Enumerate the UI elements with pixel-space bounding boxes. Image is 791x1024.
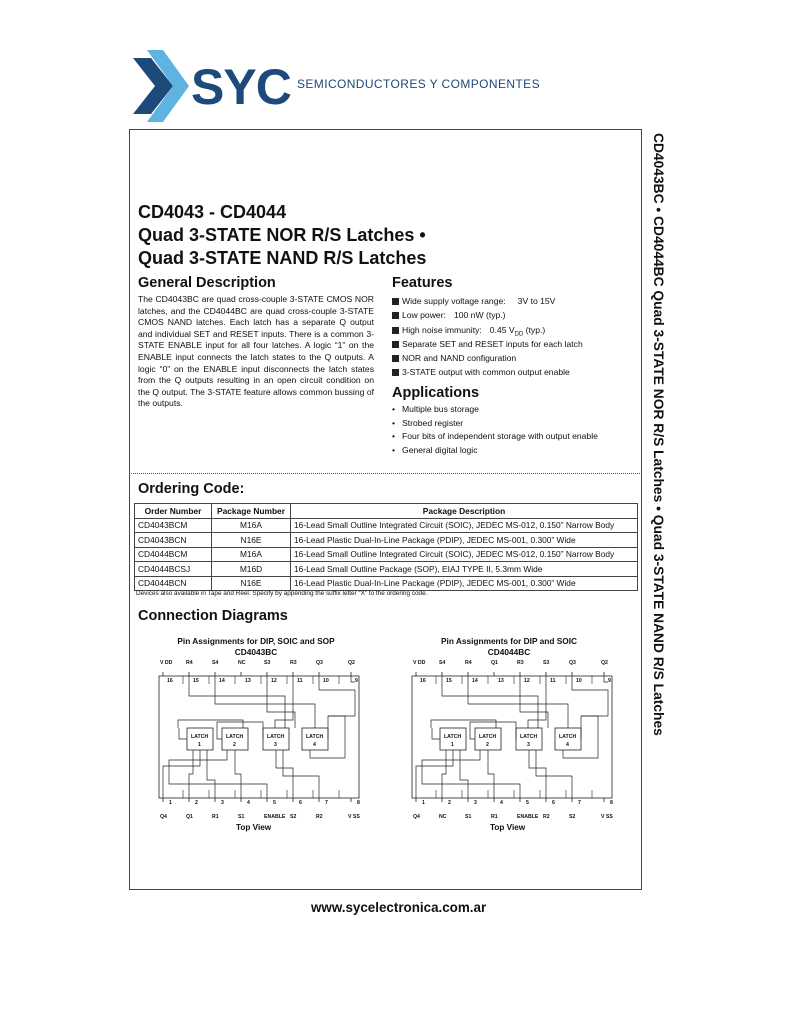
feature-item: Low power: 100 nW (typ.) bbox=[392, 309, 637, 323]
pin-label: Q3 bbox=[569, 660, 576, 666]
pin-number: 2 bbox=[448, 800, 451, 806]
features-heading: Features bbox=[392, 275, 453, 291]
pin-label: R2 bbox=[543, 814, 550, 820]
top-view-label: Top View bbox=[236, 823, 272, 832]
square-bullet-icon bbox=[392, 298, 399, 305]
pin-diagram-cd4043 bbox=[155, 656, 370, 824]
wire bbox=[529, 750, 546, 798]
syc-logo bbox=[133, 50, 540, 122]
pin-label: V DD bbox=[413, 660, 426, 666]
pin-number: 7 bbox=[325, 800, 328, 806]
latch-label: LATCH bbox=[226, 734, 244, 740]
pin-number: 16 bbox=[167, 678, 173, 684]
pin-label: S4 bbox=[439, 660, 446, 666]
square-bullet-icon bbox=[392, 341, 399, 348]
pin-number: 10 bbox=[576, 678, 582, 684]
column-header: Order Number bbox=[135, 504, 212, 519]
pin-label: S2 bbox=[569, 814, 576, 820]
pin-label: NC bbox=[238, 660, 246, 666]
ordering-table bbox=[134, 503, 638, 591]
latch-label: 4 bbox=[566, 742, 569, 748]
wire bbox=[536, 750, 572, 798]
latch-label: 1 bbox=[198, 742, 201, 748]
pin-label: V SS bbox=[348, 814, 360, 820]
pin-number: 14 bbox=[472, 678, 478, 684]
pin-number: 11 bbox=[550, 678, 556, 684]
pin-label: S1 bbox=[465, 814, 472, 820]
pin-number: 10 bbox=[323, 678, 329, 684]
latch-label: LATCH bbox=[306, 734, 324, 740]
pin-number: 5 bbox=[273, 800, 276, 806]
pin-number: 13 bbox=[245, 678, 251, 684]
pin-label: Q4 bbox=[413, 814, 420, 820]
pin-number: 4 bbox=[247, 800, 250, 806]
title-line-1: CD4043 - CD4044 bbox=[138, 202, 287, 222]
pin-label: S4 bbox=[212, 660, 219, 666]
latch-label: LATCH bbox=[191, 734, 209, 740]
pin-label: S2 bbox=[290, 814, 297, 820]
pin-number: 1 bbox=[422, 800, 425, 806]
title-line-3: Quad 3-STATE NAND R/S Latches bbox=[138, 248, 427, 268]
wire bbox=[416, 750, 453, 798]
wire bbox=[528, 676, 546, 728]
pin-label: ENABLE bbox=[264, 814, 286, 820]
side-title-text: CD4043BC • CD4044BC Quad 3-STATE NOR R/S Latches • Quad 3-STATE NAND R/S Latches bbox=[651, 133, 666, 736]
connection-diagrams-heading: Connection Diagrams bbox=[138, 608, 288, 624]
feature-item: Separate SET and RESET inputs for each latch bbox=[392, 338, 637, 352]
pin-label: Q2 bbox=[348, 660, 355, 666]
pin-label: NC bbox=[439, 814, 447, 820]
latch-label: 1 bbox=[451, 742, 454, 748]
wire bbox=[179, 728, 187, 739]
pin-number: 13 bbox=[498, 678, 504, 684]
pin-label: S1 bbox=[238, 814, 245, 820]
square-bullet-icon bbox=[392, 369, 399, 376]
column-header: Package Description bbox=[291, 504, 638, 519]
general-description-text: The CD4043BC are quad cross-couple 3-STATE CMOS NOR latches, and the CD4044BC are quad cross-couple 3-STATE CMOS NAND latches. Each latch has a separate Q output and individual SET and RESET inputs. There is a common 3-STATE ENABLE input for all four latches. A logic “1” on the ENABLE input connects the latch states to the Q outputs. A logic “0” on the ENABLE input disconnects the latch states from the Q outputs resulting in an open circuit condition on the Q output. The 3-STATE feature allows common bussing of the outputs. bbox=[138, 294, 374, 409]
applications-list bbox=[392, 404, 637, 458]
pin-number: 12 bbox=[524, 678, 530, 684]
latch-label: 2 bbox=[486, 742, 489, 748]
wire bbox=[442, 750, 446, 798]
table-header-row bbox=[135, 504, 638, 519]
pin-label: R3 bbox=[517, 660, 524, 666]
pin-number: 5 bbox=[526, 800, 529, 806]
pin-number: 8 bbox=[357, 800, 360, 806]
pin-label: V DD bbox=[160, 660, 173, 666]
pin-number: 15 bbox=[446, 678, 452, 684]
wire bbox=[276, 750, 293, 798]
pin-number: 14 bbox=[219, 678, 225, 684]
pin-label: Q3 bbox=[316, 660, 323, 666]
pin-label: R4 bbox=[186, 660, 193, 666]
pin-label: R1 bbox=[212, 814, 219, 820]
wire bbox=[460, 750, 468, 798]
title-line-2: Quad 3-STATE NOR R/S Latches • bbox=[138, 225, 426, 245]
pin-label: R4 bbox=[465, 660, 472, 666]
page-title bbox=[138, 201, 426, 270]
wire bbox=[178, 720, 243, 728]
pin-number: 1 bbox=[169, 800, 172, 806]
diagram-title-cd4044: Pin Assignments for DIP and SOIC CD4044BC bbox=[441, 636, 577, 657]
wire bbox=[169, 750, 267, 798]
side-title bbox=[644, 133, 668, 753]
pin-number: 6 bbox=[299, 800, 302, 806]
pin-label: ENABLE bbox=[517, 814, 539, 820]
wire bbox=[275, 676, 293, 728]
table-row: CD4043BCN N16E 16-Lead Plastic Dual-In-Line Package (PDIP), JEDEC MS-001, 0.300” Wide bbox=[135, 533, 638, 548]
pin-number: 3 bbox=[221, 800, 224, 806]
latch-label: 2 bbox=[233, 742, 236, 748]
latch-label: 3 bbox=[274, 742, 277, 748]
pin-label: Q4 bbox=[160, 814, 167, 820]
pin-label: Q1 bbox=[186, 814, 193, 820]
square-bullet-icon bbox=[392, 355, 399, 362]
square-bullet-icon bbox=[392, 312, 399, 319]
section-divider bbox=[129, 473, 640, 474]
wire bbox=[163, 750, 200, 798]
wire bbox=[189, 750, 193, 798]
pin-number: 15 bbox=[193, 678, 199, 684]
latch-label: LATCH bbox=[267, 734, 285, 740]
pin-diagram-cd4044 bbox=[408, 656, 623, 824]
application-item: • Strobed register bbox=[392, 418, 637, 432]
pin-number: 4 bbox=[500, 800, 503, 806]
pin-label: S3 bbox=[264, 660, 271, 666]
wire bbox=[235, 750, 241, 798]
pin-label: R1 bbox=[491, 814, 498, 820]
pin-number: 3 bbox=[474, 800, 477, 806]
wire bbox=[431, 720, 496, 728]
latch-label: LATCH bbox=[444, 734, 462, 740]
chevron-logo-icon bbox=[133, 50, 191, 122]
feature-item: High noise immunity: 0.45 $V_{DD}$ (typ.) bbox=[392, 324, 637, 338]
general-description-heading: General Description bbox=[138, 275, 276, 291]
table-row: CD4044BCSJ M16D 16-Lead Small Outline Package (SOP), EIAJ TYPE II, 5.3mm Wide bbox=[135, 562, 638, 577]
column-header: Package Number bbox=[212, 504, 291, 519]
application-item: • General digital logic bbox=[392, 445, 637, 459]
pin-number: 12 bbox=[271, 678, 277, 684]
pin-number: 8 bbox=[610, 800, 613, 806]
latch-label: 3 bbox=[527, 742, 530, 748]
pin-number: 7 bbox=[578, 800, 581, 806]
brand-tagline: SEMICONDUCTORES Y COMPONENTES bbox=[297, 77, 540, 91]
feature-item: Wide supply voltage range: 3V to 15V bbox=[392, 295, 637, 309]
wire bbox=[422, 750, 520, 798]
pin-number: 16 bbox=[420, 678, 426, 684]
pin-label: Q2 bbox=[601, 660, 608, 666]
pin-number: 6 bbox=[552, 800, 555, 806]
footer-url: www.sycelectronica.com.ar bbox=[311, 900, 487, 915]
latch-label: LATCH bbox=[479, 734, 497, 740]
pin-label: R3 bbox=[290, 660, 297, 666]
square-bullet-icon bbox=[392, 327, 399, 334]
pin-label: V SS bbox=[601, 814, 613, 820]
table-row: CD4043BCM M16A 16-Lead Small Outline Integrated Circuit (SOIC), JEDEC MS-012, 0.150” Narrow Body bbox=[135, 518, 638, 533]
ordering-heading: Ordering Code: bbox=[138, 481, 245, 497]
pin-label: Q1 bbox=[491, 660, 498, 666]
pin-number: 9 bbox=[355, 678, 358, 684]
feature-item: NOR and NAND configuration bbox=[392, 352, 637, 366]
pin-number: 2 bbox=[195, 800, 198, 806]
ordering-note: Devices also available in Tape and Reel. Specify by appending the suffix letter “X” to the ordering code. bbox=[136, 590, 428, 597]
feature-item: 3-STATE output with common output enable bbox=[392, 366, 637, 380]
latch-label: LATCH bbox=[559, 734, 577, 740]
wire bbox=[432, 728, 440, 739]
pin-number: 9 bbox=[608, 678, 611, 684]
latch-label: 4 bbox=[313, 742, 316, 748]
wire bbox=[283, 750, 319, 798]
pin-number: 11 bbox=[297, 678, 303, 684]
brand-name: SYC bbox=[191, 59, 291, 115]
application-item: • Multiple bus storage bbox=[392, 404, 637, 418]
features-list bbox=[392, 295, 637, 381]
application-item: • Four bits of independent storage with output enable bbox=[392, 431, 637, 445]
wire bbox=[488, 750, 494, 798]
pin-label: R2 bbox=[316, 814, 323, 820]
table-row: CD4044BCM M16A 16-Lead Small Outline Integrated Circuit (SOIC), JEDEC MS-012, 0.150” Narrow Body bbox=[135, 547, 638, 562]
top-view-label: Top View bbox=[490, 823, 526, 832]
wire bbox=[207, 750, 215, 798]
latch-label: LATCH bbox=[520, 734, 538, 740]
pin-label: S3 bbox=[543, 660, 550, 666]
table-row: CD4044BCN N16E 16-Lead Plastic Dual-In-Line Package (PDIP), JEDEC MS-001, 0.300” Wide bbox=[135, 576, 638, 591]
applications-heading: Applications bbox=[392, 385, 480, 401]
diagram-title-cd4043: Pin Assignments for DIP, SOIC and SOP CD4043BC bbox=[177, 636, 335, 657]
